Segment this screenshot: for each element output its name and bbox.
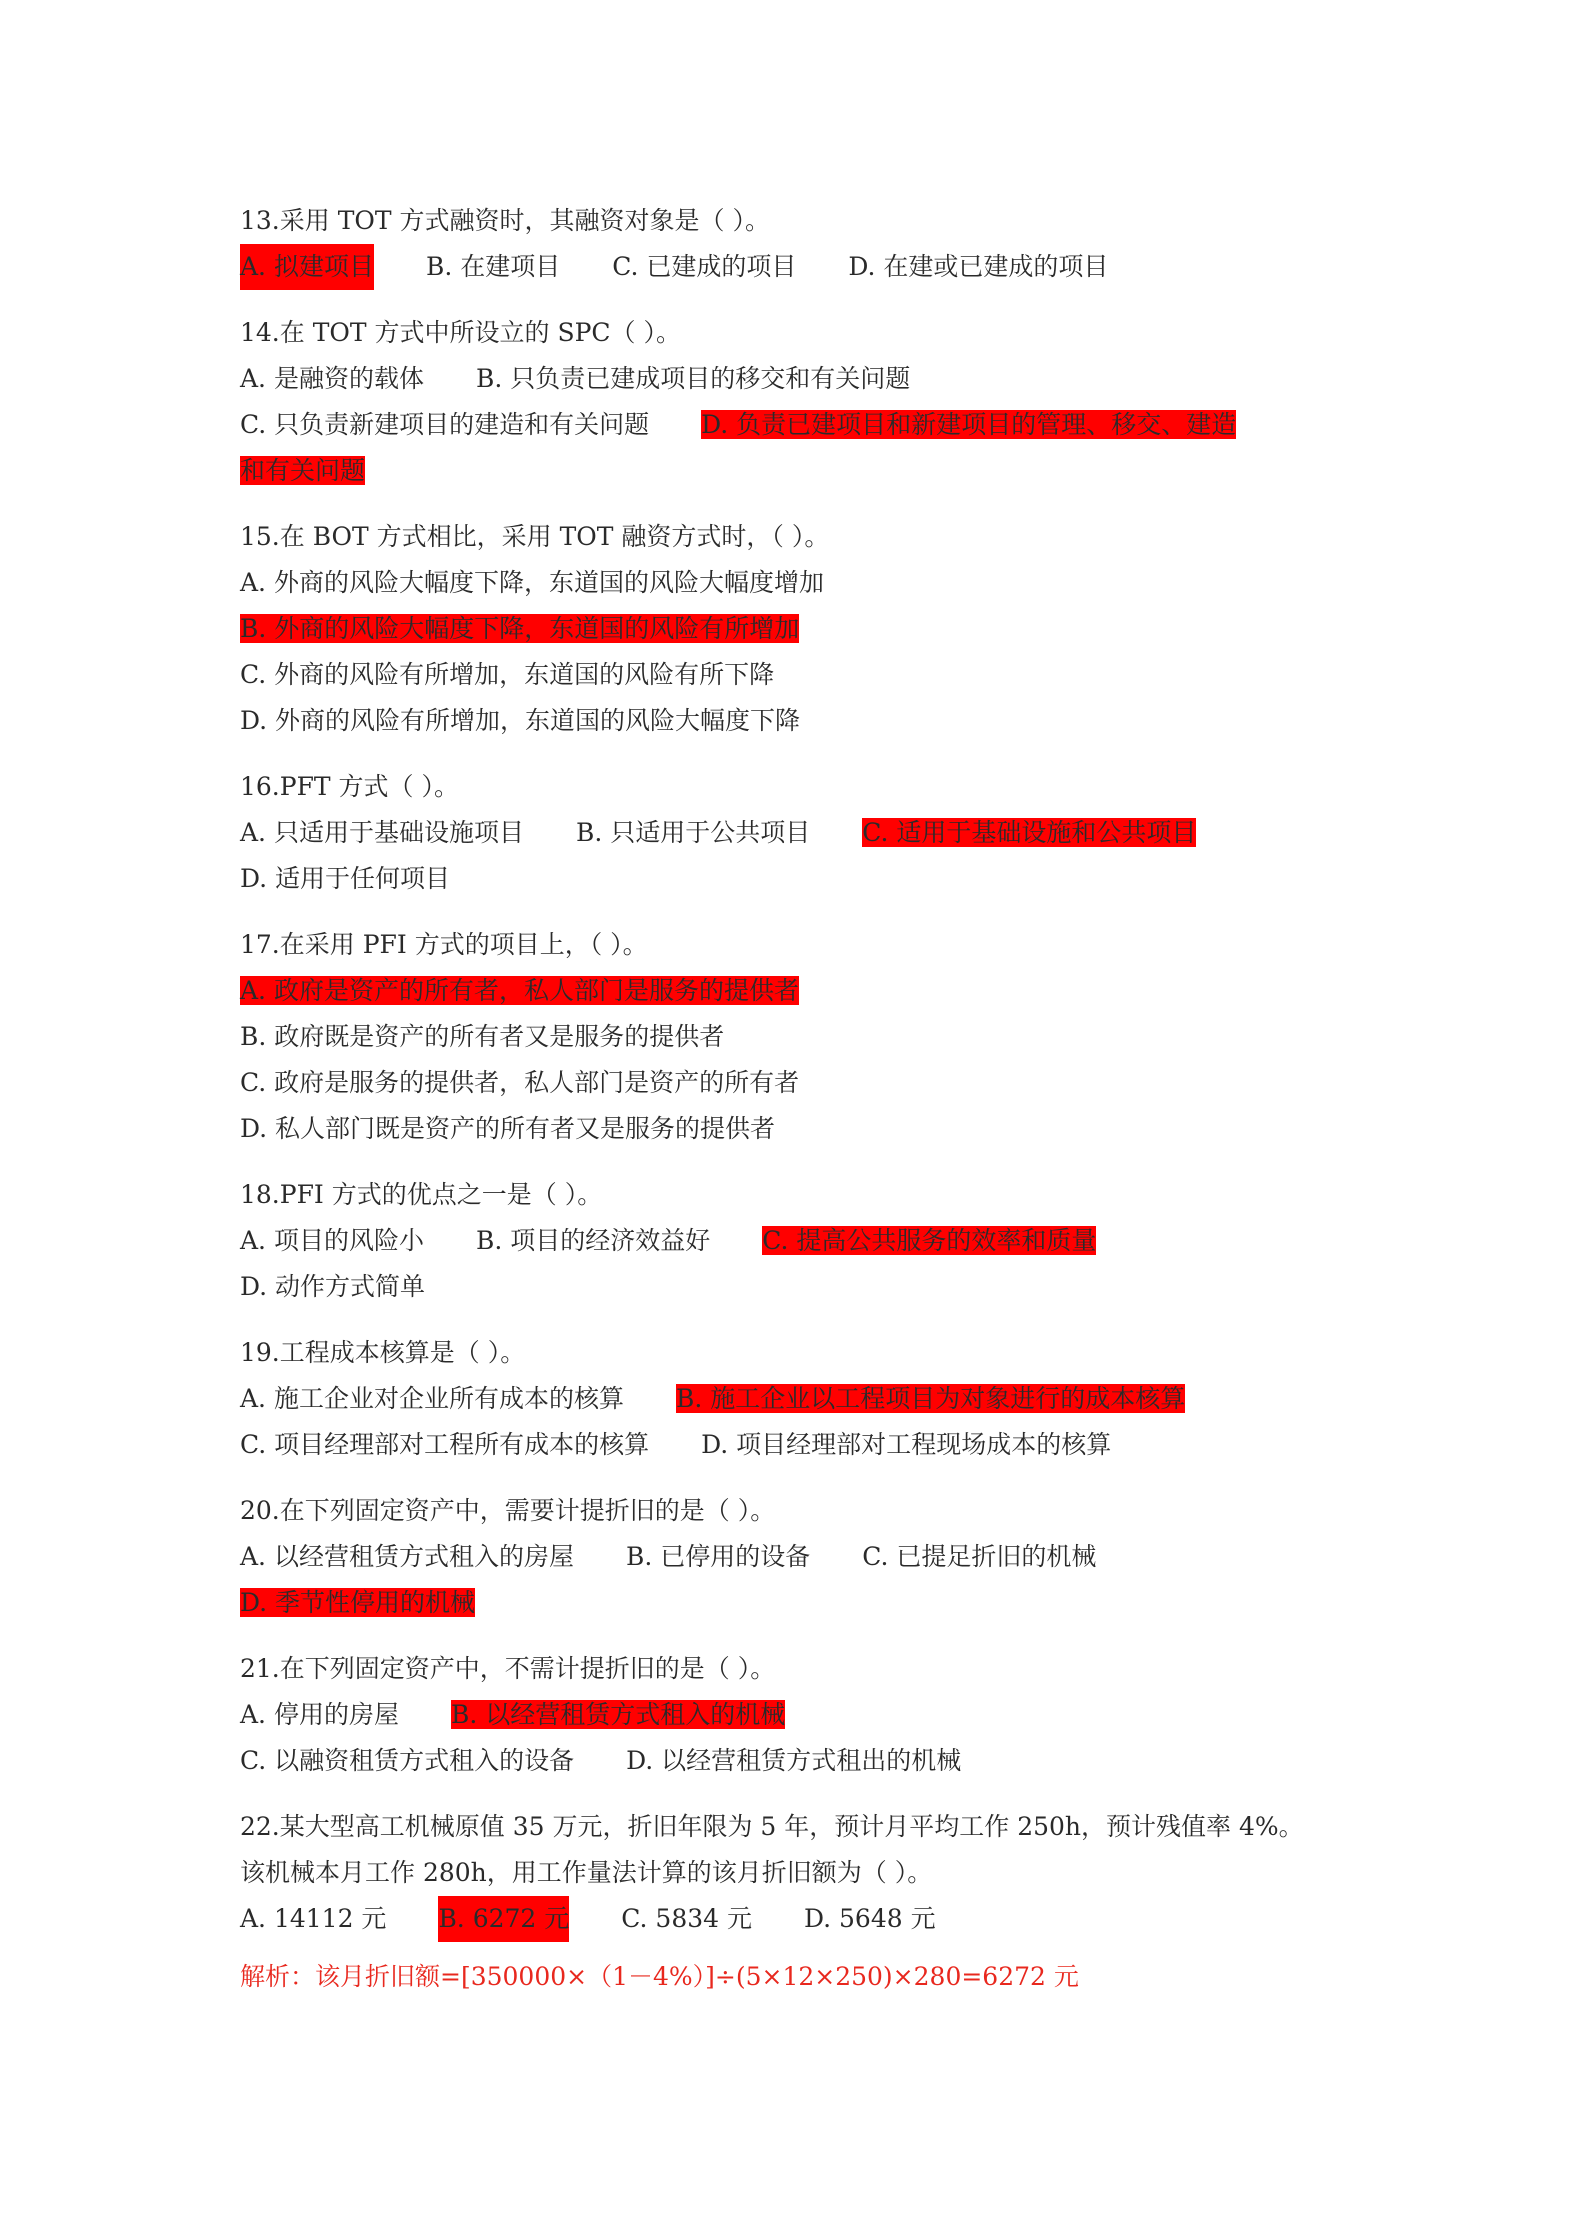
option-c-text: C. 政府是服务的提供者，私人部门是资产的所有者 <box>240 1068 800 1097</box>
option-d <box>240 1106 1380 1152</box>
question-stem: 21.在下列固定资产中，不需计提折旧的是（ ）。 <box>240 1654 776 1683</box>
option-b-text: B. 政府既是资产的所有者又是服务的提供者 <box>240 1022 725 1051</box>
options-row <box>240 1218 1380 1264</box>
options-row <box>240 1580 1380 1626</box>
question-stem: 15.在 BOT 方式相比，采用 TOT 融资方式时，（ ）。 <box>240 522 830 551</box>
option-b-answer: B. 以经营租赁方式租入的机械 <box>450 1700 786 1729</box>
question-14 <box>240 310 1380 494</box>
option-b <box>240 606 1380 652</box>
question-19 <box>240 1330 1380 1468</box>
question-15 <box>240 514 1380 744</box>
question-18 <box>240 1172 1380 1310</box>
option-c: C. 项目经理部对工程所有成本的核算 <box>240 1430 650 1459</box>
option-c: C. 只负责新建项目的建造和有关问题 <box>240 410 650 439</box>
option-d-answer-continued: 和有关问题 <box>240 456 366 485</box>
options-row <box>240 1692 1380 1738</box>
question-13 <box>240 198 1380 290</box>
options-row <box>240 244 1380 290</box>
option-d: D. 适用于任何项目 <box>240 864 451 893</box>
option-d: D. 5648 元 <box>803 1904 936 1933</box>
document-body <box>240 198 1380 2000</box>
option-c-text: C. 外商的风险有所增加，东道国的风险有所下降 <box>240 660 775 689</box>
option-a-answer: A. 拟建项目 <box>240 244 374 290</box>
option-d: D. 以经营租赁方式租出的机械 <box>626 1746 962 1775</box>
option-d-answer: D. 负责已建项目和新建项目的管理、移交、建造 <box>701 410 1237 439</box>
option-a <box>240 560 1380 606</box>
option-b <box>240 1014 1380 1060</box>
option-d-text: D. 私人部门既是资产的所有者又是服务的提供者 <box>240 1114 776 1143</box>
question-22 <box>240 1804 1380 2000</box>
question-stem: 22.某大型高工机械原值 35 万元，折旧年限为 5 年，预计月平均工作 250h，预计残值率 4%。 <box>240 1812 1304 1841</box>
option-c: C. 5834 元 <box>621 1904 752 1933</box>
option-b: B. 只负责已建成项目的移交和有关问题 <box>475 364 911 393</box>
option-c <box>240 1060 1380 1106</box>
options-row <box>240 1422 1380 1468</box>
option-b: B. 在建项目 <box>425 252 561 281</box>
option-b-answer: B. 施工企业以工程项目为对象进行的成本核算 <box>675 1384 1186 1413</box>
options-row <box>240 1738 1380 1784</box>
option-b: B. 只适用于公共项目 <box>575 818 811 847</box>
question-16 <box>240 764 1380 902</box>
option-a: A. 施工企业对企业所有成本的核算 <box>240 1384 624 1413</box>
option-a: A. 只适用于基础设施项目 <box>240 818 524 847</box>
question-17 <box>240 922 1380 1152</box>
option-c: C. 已提足折旧的机械 <box>862 1542 1097 1571</box>
question-stem: 17.在采用 PFI 方式的项目上，（ ）。 <box>240 930 648 959</box>
option-d-answer: D. 季节性停用的机械 <box>240 1588 476 1617</box>
option-b-answer: B. 外商的风险大幅度下降，东道国的风险有所增加 <box>240 614 800 643</box>
question-stem: 18.PFI 方式的优点之一是（ ）。 <box>240 1180 603 1209</box>
options-row <box>240 1534 1380 1580</box>
option-a-text: A. 外商的风险大幅度下降，东道国的风险大幅度增加 <box>240 568 824 597</box>
option-c <box>240 652 1380 698</box>
options-row <box>240 402 1380 448</box>
option-b-answer: B. 6272 元 <box>438 1896 569 1942</box>
option-d: D. 在建或已建成的项目 <box>848 252 1109 281</box>
question-stem-continued: 该机械本月工作 280h，用工作量法计算的该月折旧额为（ ）。 <box>240 1858 933 1887</box>
options-row <box>240 856 1380 902</box>
option-d-text: D. 外商的风险有所增加，东道国的风险大幅度下降 <box>240 706 801 735</box>
option-a-answer: A. 政府是资产的所有者，私人部门是服务的提供者 <box>240 976 799 1005</box>
option-c-answer: C. 适用于基础设施和公共项目 <box>862 818 1197 847</box>
explanation: 解析：该月折旧额=[350000×（1－4%）]÷(5×12×250)×280=6272 元 <box>240 1962 1079 1991</box>
option-a: A. 以经营租赁方式租入的房屋 <box>240 1542 574 1571</box>
option-d <box>240 698 1380 744</box>
options-row <box>240 1376 1380 1422</box>
options-row-continued <box>240 448 1380 494</box>
option-a: A. 14112 元 <box>240 1904 387 1933</box>
options-row <box>240 1896 1380 1942</box>
question-stem: 13.采用 TOT 方式融资时，其融资对象是（ ）。 <box>240 206 770 235</box>
option-a: A. 项目的风险小 <box>240 1226 424 1255</box>
question-21 <box>240 1646 1380 1784</box>
options-row <box>240 810 1380 856</box>
option-c: C. 已建成的项目 <box>612 252 797 281</box>
options-row <box>240 356 1380 402</box>
option-d: D. 动作方式简单 <box>240 1272 426 1301</box>
option-a <box>240 968 1380 1014</box>
options-row <box>240 1264 1380 1310</box>
question-stem: 19.工程成本核算是（ ）。 <box>240 1338 526 1367</box>
option-c: C. 以融资租赁方式租入的设备 <box>240 1746 575 1775</box>
option-a: A. 是融资的载体 <box>240 364 424 393</box>
option-a: A. 停用的房屋 <box>240 1700 399 1729</box>
question-stem: 14.在 TOT 方式中所设立的 SPC（ ）。 <box>240 318 681 347</box>
option-d: D. 项目经理部对工程现场成本的核算 <box>701 1430 1112 1459</box>
question-20 <box>240 1488 1380 1626</box>
option-c-answer: C. 提高公共服务的效率和质量 <box>762 1226 1097 1255</box>
question-stem: 16.PFT 方式（ ）。 <box>240 772 459 801</box>
question-stem: 20.在下列固定资产中，需要计提折旧的是（ ）。 <box>240 1496 776 1525</box>
option-b: B. 项目的经济效益好 <box>475 1226 711 1255</box>
option-b: B. 已停用的设备 <box>625 1542 811 1571</box>
